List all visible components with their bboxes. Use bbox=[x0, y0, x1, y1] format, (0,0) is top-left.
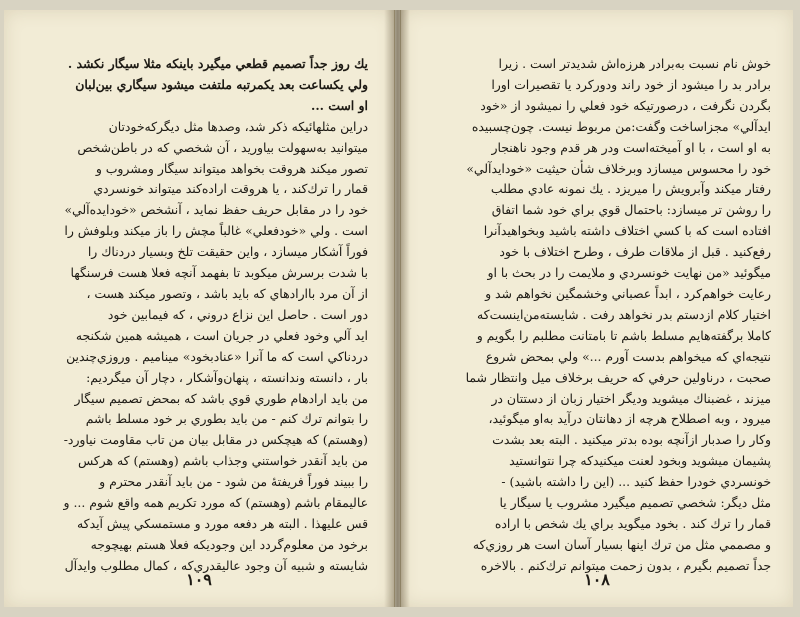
text-line: رفع‌كنيد . قبل از ملاقات طرف ، وطرح اختلاف با خود bbox=[499, 244, 771, 260]
text-line: خود را محسوس ميسازد وبرخلاف شأن حيثيت «خودايدآلي» bbox=[466, 160, 771, 176]
text-line: من بايد ارادهام طوري قوي باشد كه بمحض تصميم سيگار bbox=[74, 390, 368, 406]
text-line: را بتوانم ترك كنم - من بايد بطوري بر خود مسلط باشم bbox=[85, 411, 368, 427]
right-page-number: ۱۰۸ bbox=[584, 570, 610, 589]
text-line: نتيجه‌اي كه ميخواهم بدست آورم ...» ولي بمحض شروع bbox=[485, 348, 771, 364]
text-line: رعايت خواهم‌كرد ، ابداً عصباني وخشمگين نخواهم شد و bbox=[485, 285, 771, 301]
text-line: بگردن نگرفت ، درصورتيكه خود فعلي را نميشود از «خود bbox=[480, 97, 771, 113]
text-line: من بايد آنقدر خواستني وجذاب باشم (وهستم) كه هركس bbox=[77, 453, 368, 469]
text-line: افتاده است كه با كسي اختلاف داشته باشيد وبخواهيدآنرا bbox=[483, 223, 771, 239]
text-line: صحبت ، درناولين حرفي كه حريف برخلاف ميل وانتظار شما bbox=[465, 369, 771, 385]
right-page-text bbox=[425, 54, 771, 577]
text-line: قمار را ترك كند . بخود ميگويد براي يك شخص با اراده bbox=[494, 515, 771, 531]
text-line: بار ، دانسته وندانسته ، پنهان‌وآشكار ، دچار آن ميگرديم: bbox=[86, 369, 368, 385]
text-line: خود را در مقابل حريف حفظ نمايد ، آنشخص «خودايده‌آلي» bbox=[64, 202, 368, 218]
left-page bbox=[4, 10, 395, 607]
text-line: و مصممي مثل من ترك اينها بسيار آسان است هر روزي‌كه bbox=[472, 536, 771, 552]
text-line: را ببيند فوراً فريفتهٔ من شود - من بايد آنقدر محترم و bbox=[99, 474, 368, 490]
text-line: فوراً آشكار ميسازد ، واين حقيقت تلخ وبسيار دردناك را bbox=[87, 244, 368, 260]
text-line: ميرود ، وبه اصطلاح هرچه از دهانتان درآيد به‌او ميگوئيد، bbox=[488, 411, 771, 427]
text-line: ميزند ، غضبناك ميشويد وديگر اختيار زبان از دستتان در bbox=[491, 390, 771, 406]
text-line: ميتوانيد به‌سهولت بياوريد ، آن شخصي كه در باطن‌شخص bbox=[77, 139, 368, 155]
text-line: خونسردي خودرا حفظ كنيد ... (اين را داشته باشيد) - bbox=[501, 474, 771, 490]
text-line: دور است . حاصل اين نزاع دروني ، كه فيمابين خود bbox=[107, 306, 368, 322]
text-line: قس عليهذا . البته هر دفعه مورد و مستمسكي پيش آيدكه bbox=[77, 515, 368, 531]
text-line: ولي يكساعت بعد يكمرتبه ملتفت ميشود سيگاري بين‌لبان bbox=[75, 76, 368, 92]
text-line: جداً تصميم بگيرم ، بدون زحمت ميتوانم ترك‌كنم . بالاخره bbox=[480, 557, 771, 573]
text-line: برادر بد را ميشود از خود راند ودوركرد يا تقصيرات اورا bbox=[491, 76, 771, 92]
text-line: پشيمان ميشويد وبخود لعنت ميكنيد‌كه چرا نتوانستيد bbox=[509, 453, 771, 469]
text-line: با شدت برسرش ميكوبد تا بفهمد آنچه فعلا هست فرسنگها bbox=[70, 265, 368, 281]
text-line: است . ولي «خودفعلي» غالباً مچش را باز ميكند وبلوفش را bbox=[64, 223, 368, 239]
text-line: برخود من معلوم‌گردد اين وجوديكه فعلا هستم بهيچوجه bbox=[90, 536, 368, 552]
text-line: از آن مرد باارادهاي كه بايد باشد ، وتصور ميكند هست ، bbox=[86, 285, 368, 301]
text-line: تصور ميكند هروقت بخواهد ميتواند سيگار ومشروب و bbox=[95, 160, 368, 176]
left-page-text bbox=[32, 54, 368, 577]
text-line: دردناكي است كه ما آنرا «عنادبخود» ميناميم . وروزي‌چندين bbox=[66, 348, 368, 364]
text-line: وكار را صدبار ازآنچه بوده بدتر ميكنيد . البته بعد بشدت bbox=[492, 432, 771, 448]
text-line: را روشن تر ميسازد: باحتمال قوي براي خود شما اتفاق bbox=[491, 202, 771, 218]
text-line: ايدآلي» مجزاساخت وگفت:من مربوط نيست. چون‌چسبيده bbox=[471, 118, 771, 134]
text-line: قمار را ترك‌كند ، يا هروقت اراده‌كند ميتواند خونسردي bbox=[93, 181, 368, 197]
text-line: دراين مثلهائيكه ذكر شد، وصدها مثل ديگر‌كه‌خودتان bbox=[108, 118, 368, 134]
text-line: به او است ، با او آميخته‌است ودر هر قدم وجود ناهنجار bbox=[491, 139, 771, 155]
text-line: او است ... bbox=[311, 97, 368, 113]
left-page-number: ۱۰۹ bbox=[186, 570, 212, 589]
text-line: اختيار كلام ازدستم بدر نخواهد رفت . شايسته‌من‌اينست‌كه bbox=[477, 306, 771, 322]
right-page bbox=[400, 10, 793, 607]
text-line: مثل ديگر: شخصي تصميم ميگيرد مشروب يا سيگار يا bbox=[499, 495, 771, 511]
text-line: يك روز جداً تصميم قطعي ميگيرد باينكه مثلا سيگار نكشد . bbox=[67, 56, 368, 71]
text-line: عاليمقام باشم (وهستم) كه مورد تكريم همه واقع شوم ... و bbox=[63, 495, 368, 511]
text-line: ميگوئيد «من نهايت خونسردي و ملايمت را در بحث با او bbox=[487, 265, 771, 281]
text-line: رفتار ميكند وآبرويش را ميريزد . يك نمونه عادي مطلب bbox=[490, 181, 771, 197]
text-line: خوش نام نسبت به‌برادر هرزه‌اش شديدتر است . زيرا bbox=[498, 56, 771, 71]
text-line: ايد آلي وخود فعلي در جريان است ، هميشه همين شكنجه bbox=[75, 327, 368, 343]
text-line: شايسته و شبيه آن وجود عاليقدري‌كه ، كمال مطلوب وايدآل bbox=[64, 557, 368, 573]
text-line: (وهستم) كه هيچكس در مقابل بيان من تاب مقاومت نياورد- bbox=[63, 432, 368, 448]
text-line: كاملا برگفته‌هايم مسلط باشم تا بامتانت مطلبم را بگويم و bbox=[476, 327, 771, 343]
